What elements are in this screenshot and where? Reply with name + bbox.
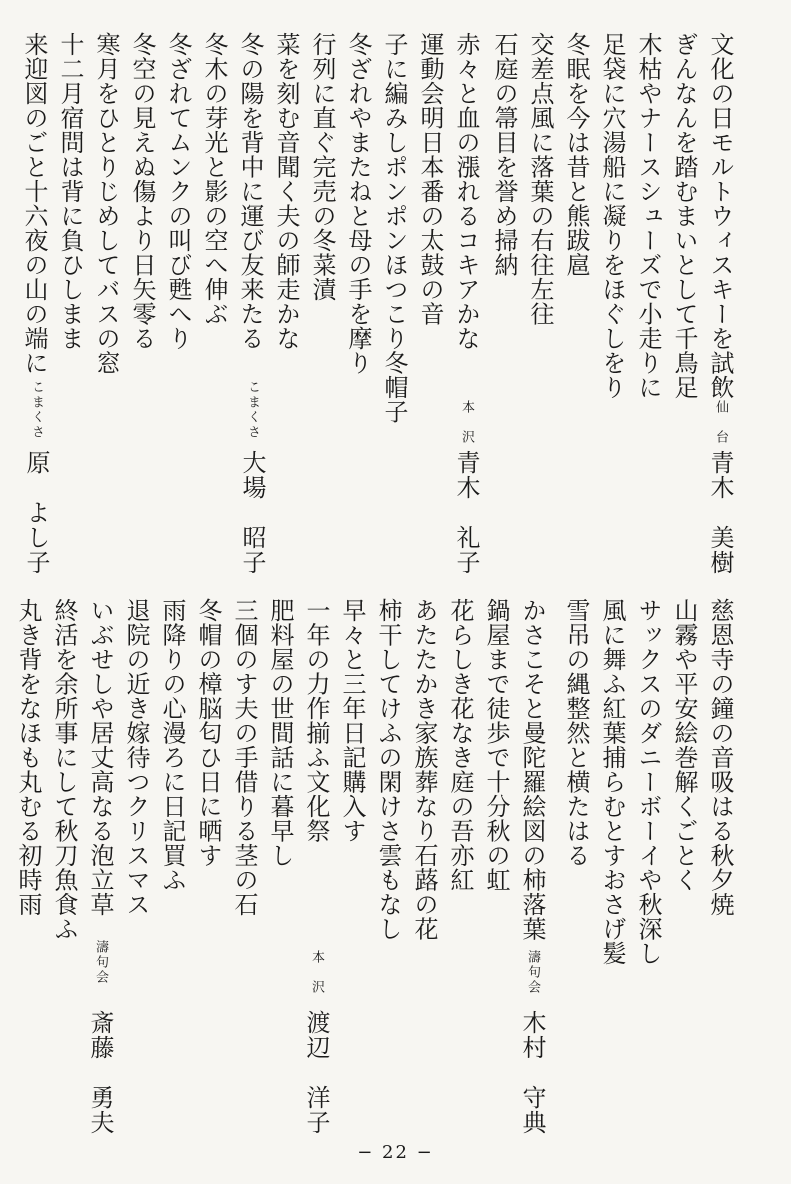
author-name: 大場 昭子 (238, 450, 266, 575)
haiku-verse: 冬の陽を背中に運び友来たる (236, 32, 264, 351)
haiku-verse: 冬ざれてムンクの叫び甦へり (164, 32, 192, 351)
author-place: こまくさ (29, 380, 44, 440)
author-name: 渡辺 洋子 (302, 1010, 330, 1135)
haiku-verse: 十二月宿問は背に負ひしまま (56, 32, 84, 351)
haiku-verse: サックスのダニーボーイや秋深し (634, 598, 662, 966)
author-name: 青木 礼子 (452, 450, 480, 575)
haiku-verse: 冬空の見えぬ傷より日矢零る (128, 32, 156, 351)
haiku-verse: 木枯やナースシューズで小走りに (634, 32, 662, 400)
haiku-verse: 運動会明日本番の太鼓の音 (416, 32, 444, 326)
haiku-verse: 風に舞ふ紅葉捕らむとすおさげ髪 (598, 598, 626, 966)
haiku-verse: 柿干してけふの閑けさ雲もなし (374, 598, 402, 941)
haiku-verse: 赤々と血の漲れるコキアかな (452, 32, 480, 351)
haiku-verse: 石庭の箒目を誉め掃納 (490, 32, 518, 277)
haiku-verse: 行列に直ぐ完売の冬菜漬 (308, 32, 336, 302)
author-place: 濤句会 (93, 940, 108, 985)
haiku-verse: 花らしき花なき庭の吾亦紅 (446, 598, 474, 892)
page-number: − 22 − (357, 1142, 434, 1163)
haiku-verse: 交差点風に落葉の右往左往 (526, 32, 554, 326)
haiku-verse: 冬帽の樟脳匂ひ日に晒す (194, 598, 222, 868)
haiku-verse: いぶせしや居丈高なる泡立草 (86, 598, 114, 917)
author-place: 濤句会 (525, 950, 540, 995)
author-place: 本 沢 (309, 950, 324, 995)
haiku-verse: 終活を余所事にして秋刀魚食ふ (50, 598, 78, 941)
haiku-verse: ぎんなんを踏むまいとして千鳥足 (670, 32, 698, 400)
haiku-verse: 足袋に穴湯船に凝りをほぐしをり (598, 32, 626, 400)
haiku-verse: 慈恩寺の鐘の音吸はる秋夕焼 (706, 598, 734, 917)
haiku-verse: 退院の近き嫁待つクリスマス (122, 598, 150, 917)
haiku-verse: かさこそと曼陀羅絵図の柿落葉 (518, 598, 546, 941)
author-name: 青木 美樹 (706, 450, 734, 575)
haiku-verse: 一年の力作揃ふ文化祭 (302, 598, 330, 843)
haiku-verse: 雨降りの心漫ろに日記買ふ (158, 598, 186, 892)
author-place: 本 沢 (459, 400, 474, 445)
haiku-verse: あたたかき家族葬なり石蕗の花 (410, 598, 438, 941)
author-name: 原 よし子 (22, 450, 50, 575)
haiku-verse: 肥料屋の世間話に暮早し (266, 598, 294, 868)
haiku-verse: 冬眠を今は昔と熊跋扈 (562, 32, 590, 277)
haiku-verse: 子に編みしポンポンほつこり冬帽子 (380, 32, 408, 424)
haiku-verse: 冬ざれやまたねと母の手を摩り (344, 32, 372, 375)
haiku-verse: 来迎図のごと十六夜の山の端に (20, 32, 48, 375)
haiku-verse: 丸き背をなほも丸むる初時雨 (14, 598, 42, 917)
haiku-verse: 三個のす夫の手借りる茎の石 (230, 598, 258, 917)
haiku-verse: 寒月をひとりじめしてバスの窓 (92, 32, 120, 375)
haiku-verse: 文化の日モルトウィスキーを試飲 (706, 32, 734, 400)
haiku-verse: 鍋屋まで徒歩で十分秋の虹 (482, 598, 510, 892)
author-place: 仙 台 (713, 400, 728, 445)
haiku-verse: 菜を刻む音聞く夫の師走かな (272, 32, 300, 351)
haiku-verse: 冬木の芽光と影の空へ伸ぶ (200, 32, 228, 326)
author-name: 木村 守典 (518, 1010, 546, 1135)
author-place: こまくさ (245, 380, 260, 440)
haiku-verse: 雪吊の縄整然と横たはる (562, 598, 590, 868)
haiku-verse: 山霧や平安絵巻解くごとく (670, 598, 698, 892)
haiku-verse: 早々と三年日記購入す (338, 598, 366, 843)
author-name: 斎藤 勇夫 (86, 1010, 114, 1135)
